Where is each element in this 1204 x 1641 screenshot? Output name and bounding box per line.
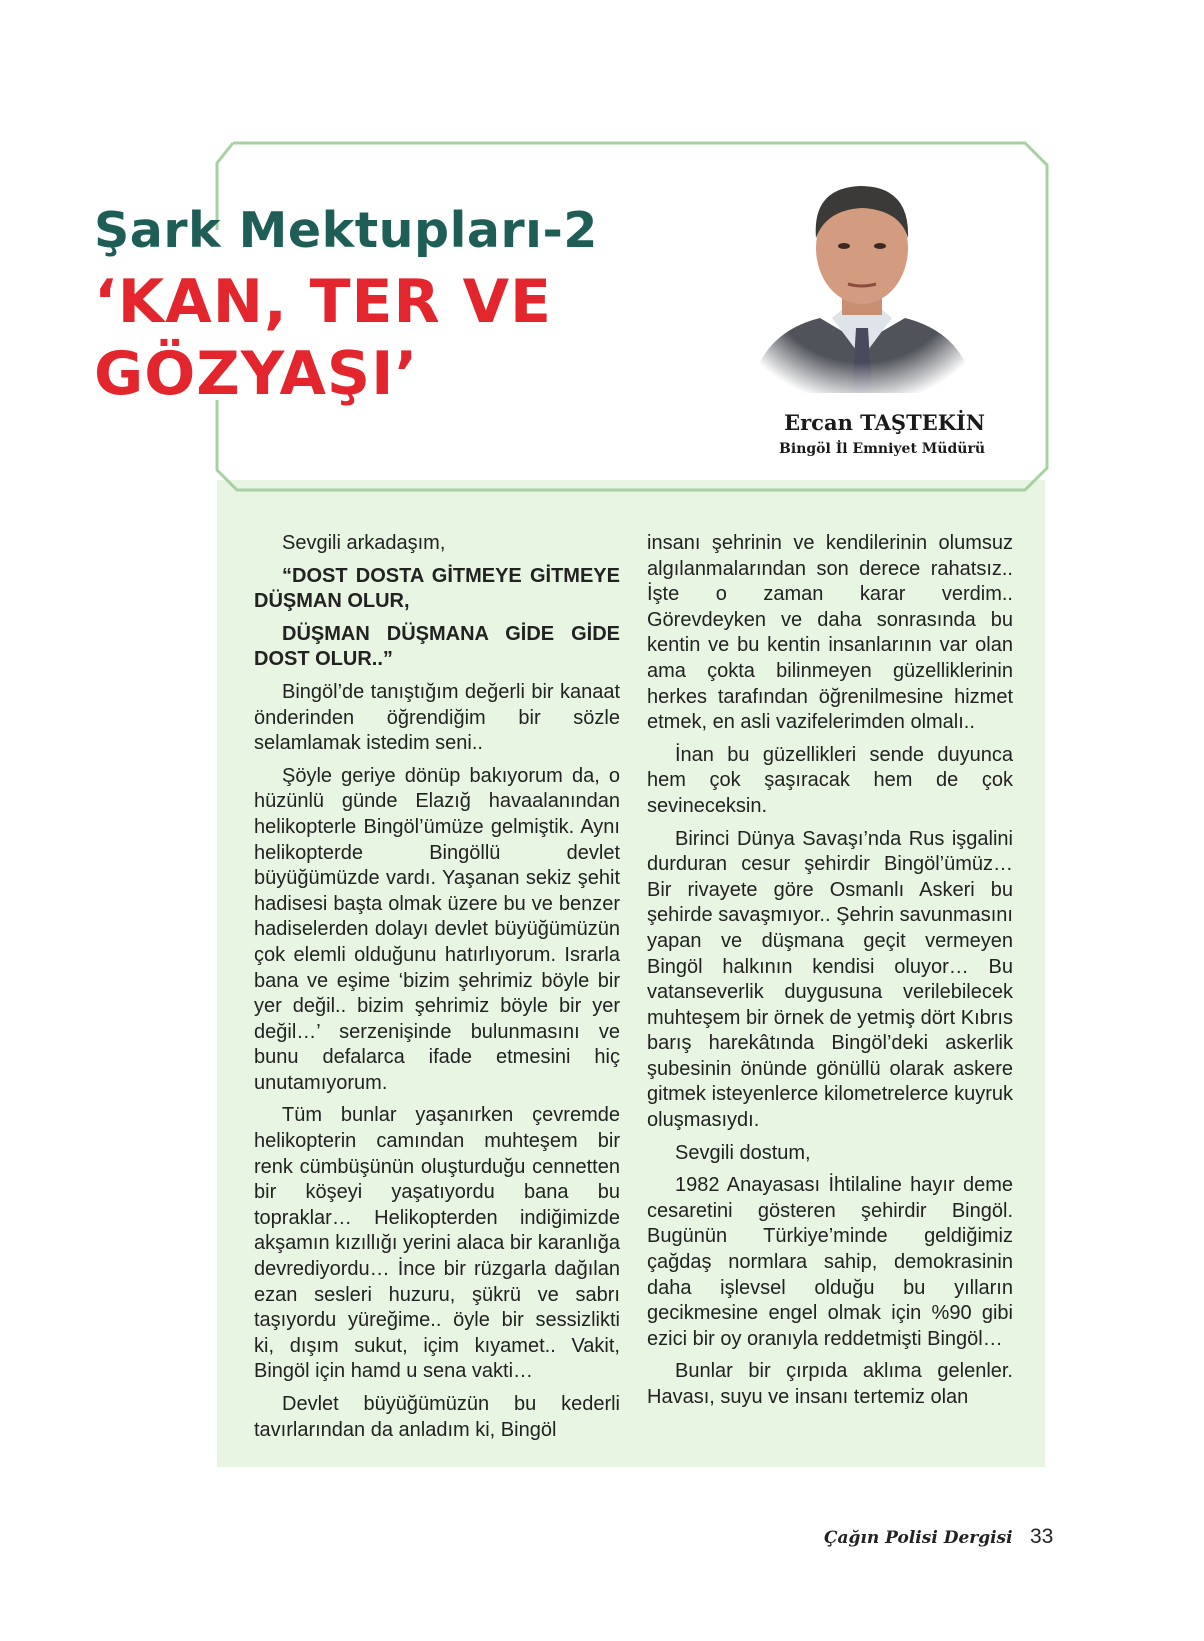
paragraph: Sevgili arkadaşım, (282, 532, 446, 554)
paragraph: Birinci Dünya Savaşı’nda Rus işgalini durduran cesur şehirdir Bingöl’ümüz… Bir rivayete göre Osmanlı Askeri bu şehirde savaşmıyor.. Şehrin savunmasını yapan ve düşmana geçit vermeyen Bingöl halkının kendisi oluyor… Bu vatanseverlik duygusuna verilebilecek muhteşem bir örnek de yetmiş dört Kıbrıs barış harekâtında Bingöl’deki askerlik şubesinin önünde gönüllü olarak askere gitmek isteyenlerce kilometrelerce kuyruk oluşmasıydı. (647, 827, 1013, 1132)
article-column-right (647, 531, 1013, 1418)
quote-line-1: “DOST DOSTA GİTMEYE GİTMEYE DÜŞMAN OLUR, (254, 564, 620, 613)
paragraph: Bingöl’de tanıştığım değerli bir kanaat önderinden öğrendiğim bir sözle selamlamak istedim seni.. (254, 680, 620, 755)
paragraph: insanı şehrinin ve kendilerinin olumsuz algılanmalarından son derece rahatsız.. İşte o zaman karar verdim.. Görevdeyken ve daha sonrasında bu kentin ve bu kentin insanlarının var olan ama çokta bilinmeyen güzelliklerinin herkes tarafından öğrenilmesine hizmet etmek, en asli vazifelerimden olmalı.. (647, 532, 1013, 734)
article-column-left (254, 531, 620, 1450)
author-name: Ercan TAŞTEKİN (784, 410, 985, 435)
magazine-name: Çağın Polisi Dergisi (824, 1528, 1013, 1548)
paragraph: İnan bu güzellikleri sende duyunca hem çok şaşıracak hem de çok sevineceksin. (647, 743, 1013, 817)
paragraph: 1982 Anayasası İhtilaline hayır deme cesaretini gösteren şehirdir Bingöl. Bugünün Türkiye’minde geldiğimiz çağdaş normlara sahip, demokrasinin daha işlevsel olduğu bu yılların gecikmesine engel olmak için %90 gibi ezici bir oy oranıyla reddetmişti Bingöl… (647, 1174, 1013, 1350)
paragraph: Tüm bunlar yaşanırken çevremde helikopterin camından muhteşem bir renk cümbüşünün oluşturduğu cennetten bir köşeyi yaşatıyordu bana bu topraklar… Helikopterden indiğimizde akşamın kızıllığı yerini alaca bir karanlığa devrediyordu… İnce bir rüzgarla dağılan ezan sesleri huzuru, şükrü ve sabrı taşıyordu yüreğime.. öyle bir sessizlikti ki, dışım sukut, içim kıyamet.. Vakit, Bingöl için hamd u sena vakti… (254, 1104, 620, 1383)
series-title: Şark Mektupları-2 (94, 202, 598, 259)
article-title: ‘KAN, TER VE GÖZYAŞI’ (94, 267, 553, 409)
author-portrait (740, 158, 985, 393)
quote-line-2: DÜŞMAN DÜŞMANA GİDE GİDE DOST OLUR..” (254, 622, 620, 671)
page-number: 33 (1030, 1525, 1054, 1548)
paragraph: Bunlar bir çırpıda aklıma gelenler. Havası, suyu ve insanı tertemiz olan (647, 1360, 1013, 1408)
paragraph: Sevgili dostum, (675, 1141, 811, 1164)
author-position: Bingöl İl Emniyet Müdürü (779, 441, 985, 457)
paragraph: Şöyle geriye dönüp bakıyorum da, o hüzünlü günde Elazığ havaalanından helikopterle Bingöl’ümüze gelmiştik. Aynı helikopterde Bingöllü devlet büyüğümüzde vardı. Yaşanan sekiz şehit hadisesi başta olmak üzere bu ve benzer hadiselerden dolayı devlet büyüğümüzün çok elemli olduğunu hatırlıyorum. Israrla bana ve eşime ‘bizim şehrimiz böyle bir yer değil.. bizim şehrimiz böyle bir yer değil…’ serzenişinde bulunmasını ve bunu defalarca ifade etmesini hiç unutamıyorum. (254, 764, 620, 1094)
paragraph: Devlet büyüğümüzün bu kederli tavırlarından da anladım ki, Bingöl (254, 1393, 620, 1441)
